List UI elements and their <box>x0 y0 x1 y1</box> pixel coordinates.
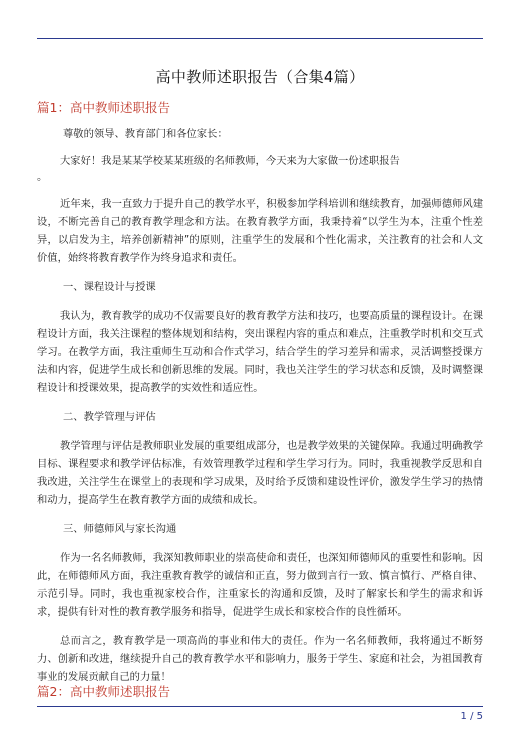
document-title: 高中教师述职报告（合集4篇） <box>155 68 365 86</box>
section-2-heading: 二、教学管理与评估 <box>63 411 156 423</box>
article-2-heading: 篇2：高中教师述职报告 <box>37 684 170 699</box>
page-number: 1 / 5 <box>460 711 483 722</box>
section-3-heading: 三、师德师风与家长沟通 <box>63 523 177 535</box>
footer-rule <box>37 706 483 707</box>
article-1-body <box>37 125 483 697</box>
conclusion-paragraph: 总而言之，教育教学是一项高尚的事业和伟大的责任。作为一名名师教师，我将通过不断努力、创新和改进，继续提升自己的教育教学水平和影响力，服务于学生、家庭和社会，为祖国教育事业的发展贡献自己的力量！ <box>37 635 483 683</box>
salutation: 尊敬的领导、教育部门和各位家长： <box>63 128 228 140</box>
section-3-body: 作为一名名师教师，我深知教师职业的崇高使命和责任，也深知师德师风的重要性和影响。因此，在师德师风方面，我注重教育教学的诚信和正直，努力做到言行一致、慎言慎行、严格自律、示范引导。同时，我也重视家校合作，注重家长的沟通和反馈，及时了解家长和学生的需求和诉求，提供有针对性的教育教学服务和指导，促进学生成长和家校合作的良性循环。 <box>37 552 483 618</box>
intro-paragraph: 大家好！我是某某学校某某班级的名师教师，今天来为大家做一份述职报告 <box>60 155 400 167</box>
section-1-body: 我认为，教育教学的成功不仅需要良好的教育教学方法和技巧，也要高质量的课程设计。在课程设计方面，我关注课程的整体规划和结构，突出课程内容的重点和难点，注重教学时机和交互式学习。在教学方面，我注重师生互动和合作式学习，结合学生的学习差异和需求，灵活调整授课方法和内容，促进学生成长和创新思维的发展。同时，我也关注学生的学习状态和反馈，及时调整课程设计和授课效果，提高教学的实效性和适应性。 <box>37 310 483 394</box>
section-1-heading: 一、课程设计与授课 <box>63 281 156 293</box>
paragraph-overview: 近年来，我一直致力于提升自己的教学水平，积极参加学科培训和继续教育，加强师德师风建设，不断完善自己的教育教学理念和方法。在教育教学方面，我秉持着“以学生为本，注重个性差异，以启发为主，培养创新精神”的原则，注重学生的发展和个性化需求，关注教育的社会和人文价值，始终将教育教学作为终身追求和责任。 <box>37 198 483 264</box>
section-2-body: 教学管理与评估是教师职业发展的重要组成部分，也是教学效果的关键保障。我通过明确教学目标、课程要求和教学评估标准，有效管理教学过程和学生学习行为。同时，我重视教学反思和自我改进，关注学生在课堂上的表现和学习成果，及时给予反馈和建设性评价，激发学生学习的热情和动力，提高学生在教育教学方面的成绩和成长。 <box>37 440 483 506</box>
article-1-heading: 篇1：高中教师述职报告 <box>37 100 170 115</box>
intro-tail: 。 <box>37 171 48 183</box>
header-rule <box>37 38 483 39</box>
